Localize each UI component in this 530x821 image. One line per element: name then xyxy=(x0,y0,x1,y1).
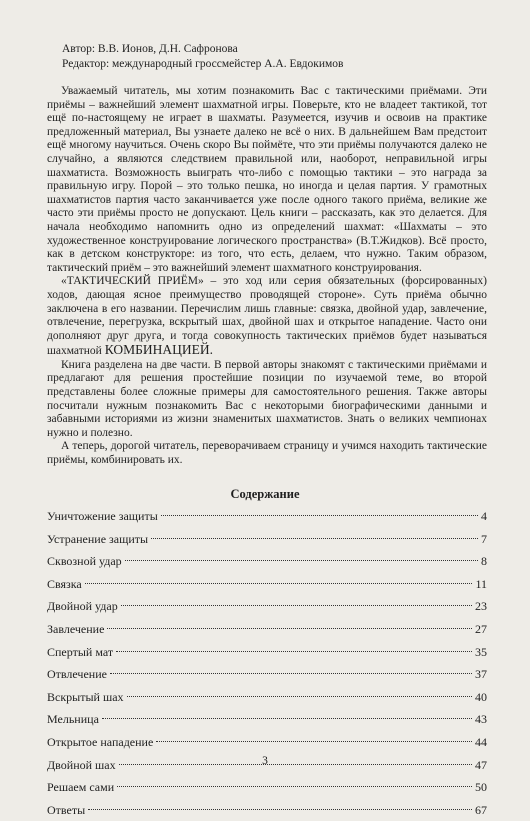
toc-entry-page: 11 xyxy=(475,576,487,591)
toc-entry-page: 4 xyxy=(481,509,487,523)
table-of-contents xyxy=(47,505,487,821)
intro-paragraph-2 xyxy=(47,275,487,359)
toc-entry-title: Уничтожение защиты xyxy=(47,509,158,523)
toc-entry-title: Связка xyxy=(47,576,82,591)
toc-leader-dots xyxy=(121,605,472,606)
toc-entry xyxy=(47,573,487,596)
combination-term: КОМБИНАЦИЕЙ. xyxy=(104,342,213,358)
intro-paragraph-4: А теперь, дорогой читатель, переворачиваем страницу и учимся находить тактические приёмы, комбинировать их. xyxy=(47,440,487,467)
editor-line: Редактор: международный гроссмейстер А.А. Евдокимов xyxy=(62,58,344,70)
toc-leader-dots xyxy=(85,583,473,584)
toc-leader-dots xyxy=(102,718,472,719)
toc-entry xyxy=(47,618,487,641)
toc-entry xyxy=(47,550,487,573)
toc-title: Содержание xyxy=(230,487,300,501)
toc-entry-page: 40 xyxy=(475,689,487,704)
page-number: 3 xyxy=(262,755,268,767)
toc-entry xyxy=(47,776,487,799)
toc-entry-title: Завлечение xyxy=(47,621,105,636)
toc-entry-title: Решаем сами xyxy=(47,780,115,795)
toc-entry-title: Двойной удар xyxy=(47,599,118,614)
toc-leader-dots xyxy=(151,538,478,539)
toc-entry-page: 27 xyxy=(475,621,487,636)
toc-leader-dots xyxy=(88,809,472,810)
toc-entry xyxy=(47,505,487,528)
intro-paragraph-1: Уважаемый читатель, мы хотим познакомить Вас с тактическими приёмами. Эти приёмы – важнейший элемент шахматной игры. Поверьте, кто не владеет тактикой, тот ещё по-настоящему не играет в шахматы. Разумеется, изучив и освоив на практике предложенный материал, Вы узнаете далеко не всё о них. В дальнейшем Вам предстоит ещё многому научиться. Очень скоро Вы поймёте, что эти приёмы получаются далеко не случайно, а являются следствием правильной или, наоборот, неправильной игры шахматиста. Возможность выиграть что-либо с помощью тактики – это награда за правильную игру. Порой – это только пешка, но иногда и целая партия. У грамотных шахматистов партия часто заканчивается уже после одного такого приёма, великие же часто эти приёмы просто не допускают. Цель книги – рассказать, как это делается. Для начала необходимо напомнить одно из определений шахмат: «Шахматы – это художественное конструирование логического пространства» (В.Т.Жидков). Всё просто, как в детском конструкторе: из того, что есть, делаем, что нужно. Таким образом, тактический приём – это важнейший элемент шахматного конструирования. xyxy=(47,85,487,274)
toc-entry-title: Двойной шах xyxy=(47,757,116,772)
introduction xyxy=(47,85,487,468)
credits xyxy=(62,42,343,72)
toc-entry-page: 7 xyxy=(481,531,487,546)
toc-leader-dots xyxy=(125,560,478,561)
toc-entry xyxy=(47,708,487,731)
toc-entry-page: 44 xyxy=(475,734,487,749)
toc-entry-title: Сквозной удар xyxy=(47,554,122,569)
toc-leader-dots xyxy=(161,515,478,516)
toc-leader-dots xyxy=(117,786,472,787)
toc-entry xyxy=(47,595,487,618)
toc-entry xyxy=(47,663,487,686)
toc-entry-title: Открытое нападение xyxy=(47,734,154,749)
toc-entry-page: 23 xyxy=(475,599,487,614)
toc-entry-page: 47 xyxy=(475,757,487,772)
toc-entry xyxy=(47,528,487,551)
toc-leader-dots xyxy=(156,741,472,742)
toc-entry-page: 67 xyxy=(475,802,487,817)
toc-leader-dots xyxy=(107,628,472,629)
intro-paragraph-3: Книга разделена на две части. В первой авторы знакомят с тактическими приёмами и предлагают для решения простейшие позиции по изучаемой теме, во второй представлены более сложные примеры для самостоятельного решения. Также авторы посчитали нужным познакомить Вас с некоторыми биографическими данными и забавными историями из жизни знаменитых шахматистов. Знать о великих чемпионах нужно и полезно. xyxy=(47,358,487,439)
toc-entry xyxy=(47,799,487,821)
toc-entry-page: 35 xyxy=(475,644,487,659)
toc-entry-page: 50 xyxy=(475,780,487,795)
toc-entry-title: Ответы xyxy=(47,802,86,817)
intro-paragraph-2-text: «ТАКТИЧЕСКИЙ ПРИЁМ» – это ход или серия обязательных (форсированных) ходов, дающая ясное преимущество проводящей стороне». Суть приёма обычно заключена в его названии. Перечислим лишь главные: связка, двойной удар, завлечение, отвлечение, перегрузка, вскрытый шах, двойной шах и открытое нападение. Часто они дополняют друг друга, и тогда совокупность тактических приёмов будет называться шахматной xyxy=(47,275,487,358)
toc-entry-title: Мельница xyxy=(47,712,99,727)
toc-entry xyxy=(47,641,487,664)
toc-leader-dots xyxy=(116,651,472,652)
toc-leader-dots xyxy=(127,696,472,697)
toc-entry-title: Устранение защиты xyxy=(47,531,149,546)
toc-entry-page: 37 xyxy=(475,667,487,682)
toc-entry xyxy=(47,731,487,754)
toc-entry-title: Вскрытый шах xyxy=(47,689,124,704)
toc-entry-title: Спертый мат xyxy=(47,644,114,659)
toc-leader-dots xyxy=(110,673,472,674)
authors-line: Автор: В.В. Ионов, Д.Н. Сафронова xyxy=(62,43,238,55)
toc-entry-page: 43 xyxy=(475,712,487,727)
toc-entry xyxy=(47,686,487,709)
toc-entry-page: 8 xyxy=(481,554,487,569)
toc-entry-title: Отвлечение xyxy=(47,667,107,682)
